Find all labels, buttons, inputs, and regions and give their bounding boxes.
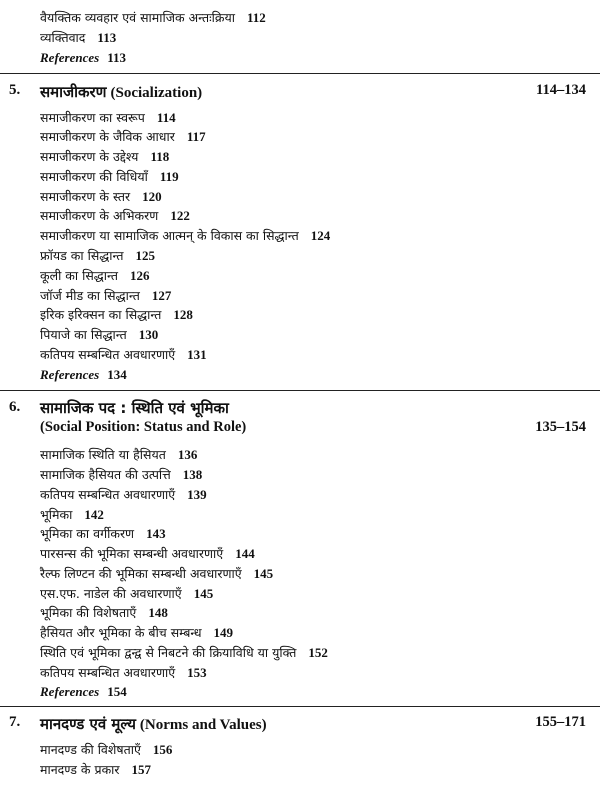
entry-page: 142 <box>84 507 104 522</box>
entry-title: समाजीकरण या सामाजिक आत्मन् के विकास का सिद्धान्त <box>40 228 299 243</box>
entry-title: भूमिका <box>40 507 73 522</box>
entry-page: 125 <box>135 248 155 263</box>
toc-entry <box>40 347 207 363</box>
toc-entry <box>40 546 255 562</box>
entry-page: 130 <box>138 327 159 342</box>
toc-entry <box>40 228 330 244</box>
references-entry <box>40 50 126 66</box>
references-page: 134 <box>107 367 127 382</box>
chapter-page-range: 114–134 <box>536 82 586 98</box>
toc-entry <box>40 149 169 165</box>
toc-entry <box>40 189 162 205</box>
toc-entry <box>40 208 190 224</box>
chapter-title <box>40 82 202 102</box>
entry-title: कतिपय सम्बन्धित अवधारणाएँ <box>40 347 176 362</box>
entry-page: 145 <box>193 586 214 601</box>
entry-page: 145 <box>253 566 274 581</box>
toc-entry <box>40 467 202 483</box>
toc-entry <box>40 742 172 758</box>
chapter-title-hindi: सामाजिक पद : स्थिति एवं भूमिका <box>40 399 229 417</box>
entry-page: 152 <box>308 645 328 660</box>
chapter-page-range: 155–171 <box>535 714 586 730</box>
entry-page: 136 <box>177 447 198 462</box>
references-page: 113 <box>107 50 126 65</box>
entry-title: समाजीकरण के अभिकरण <box>40 208 159 223</box>
toc-entry <box>40 129 206 145</box>
chapter-number: 7. <box>9 714 21 730</box>
toc-entry <box>40 288 171 304</box>
entry-page: 157 <box>131 762 152 777</box>
chapter-title-english: (Socialization) <box>110 85 203 101</box>
toc-entry <box>40 10 266 26</box>
divider <box>0 706 600 707</box>
entry-title: सामाजिक हैसियत की उत्पत्ति <box>40 467 171 482</box>
entry-title: कूली का सिद्धान्त <box>40 268 118 283</box>
entry-page: 124 <box>310 228 331 243</box>
entry-title: स्थिति एवं भूमिका द्वन्द्व से निबटने की क्रियाविधि या युक्ति <box>40 645 297 660</box>
toc-entry <box>40 169 179 185</box>
entry-title: समाजीकरण के उद्देश्य <box>40 149 139 164</box>
toc-entry <box>40 327 158 343</box>
references-page: 154 <box>107 684 127 699</box>
entry-title: समाजीकरण का स्वरूप <box>40 110 145 125</box>
entry-page: 144 <box>235 546 255 561</box>
toc-entry <box>40 625 233 641</box>
entry-title: कतिपय सम्बन्धित अवधारणाएँ <box>40 665 176 680</box>
entry-page: 149 <box>213 625 234 640</box>
entry-title: समाजीकरण के स्तर <box>40 189 131 204</box>
toc-entry <box>40 268 150 284</box>
entry-page: 127 <box>151 288 172 303</box>
toc-entry <box>40 526 166 542</box>
entry-page: 138 <box>182 467 203 482</box>
entry-title: सामाजिक स्थिति या हैसियत <box>40 447 166 462</box>
entry-title: वैयक्तिक व्यवहार एवं सामाजिक अन्तःक्रिया <box>40 10 235 25</box>
references-entry <box>40 367 127 383</box>
entry-title: मानदण्ड के प्रकार <box>40 762 120 777</box>
toc-entry <box>40 248 155 264</box>
toc-entry <box>40 586 213 602</box>
entry-title: समाजीकरण की विधियाँ <box>40 169 148 184</box>
entry-page: 148 <box>148 605 168 620</box>
entry-page: 114 <box>156 110 176 125</box>
entry-page: 143 <box>146 526 166 541</box>
entry-page: 131 <box>187 347 207 362</box>
entry-page: 117 <box>186 129 206 144</box>
entry-page: 119 <box>159 169 179 184</box>
toc-entry <box>40 566 273 582</box>
entry-title: हैसियत और भूमिका के बीच सम्बन्ध <box>40 625 202 640</box>
entry-title: रैल्फ लिण्टन की भूमिका सम्बन्धी अवधारणाएँ <box>40 566 242 581</box>
entry-title: पियाजे का सिद्धान्त <box>40 327 127 342</box>
toc-entry <box>40 110 176 126</box>
entry-title: भूमिका की विशेषताएँ <box>40 605 137 620</box>
entry-page: 156 <box>152 742 173 757</box>
divider <box>0 390 600 391</box>
toc-entry <box>40 645 328 661</box>
chapter-page-range: 135–154 <box>535 419 586 435</box>
entry-page: 120 <box>142 189 162 204</box>
entry-page: 122 <box>170 208 190 223</box>
entry-title: एस.एफ. नाडेल की अवधारणाएँ <box>40 586 182 601</box>
chapter-number: 6. <box>9 399 21 415</box>
entry-page: 126 <box>130 268 150 283</box>
entry-title: मानदण्ड की विशेषताएँ <box>40 742 141 757</box>
entry-title: भूमिका का वर्गीकरण <box>40 526 135 541</box>
entry-page: 118 <box>150 149 170 164</box>
entry-page: 139 <box>187 487 207 502</box>
entry-page: 113 <box>97 30 117 45</box>
toc-entry <box>40 307 193 323</box>
entry-title: व्यक्तिवाद <box>40 30 86 45</box>
references-label: References <box>40 684 100 699</box>
toc-entry <box>40 507 104 523</box>
entry-title: फ्रॉयड का सिद्धान्त <box>40 248 124 263</box>
divider <box>0 73 600 74</box>
entry-title: जॉर्ज मीड का सिद्धान्त <box>40 288 140 303</box>
toc-entry <box>40 447 197 463</box>
chapter-subtitle: (Social Position: Status and Role) <box>40 419 247 435</box>
chapter-number: 5. <box>9 82 21 98</box>
chapter-title-english: (Norms and Values) <box>139 717 267 733</box>
toc-entry <box>40 665 207 681</box>
chapter-title-hindi: मानदण्ड एवं मूल्य <box>40 715 136 733</box>
references-label: References <box>40 367 100 382</box>
references-label: References <box>40 50 100 65</box>
chapter-title-hindi: समाजीकरण <box>40 83 107 101</box>
entry-title: इरिक इरिक्सन का सिद्धान्त <box>40 307 162 322</box>
chapter-title <box>40 398 229 418</box>
entry-page: 112 <box>246 10 266 25</box>
entry-title: कतिपय सम्बन्धित अवधारणाएँ <box>40 487 176 502</box>
toc-entry <box>40 487 207 503</box>
chapter-title <box>40 714 267 734</box>
references-entry <box>40 684 127 700</box>
entry-title: पारसन्स की भूमिका सम्बन्धी अवधारणाएँ <box>40 546 224 561</box>
toc-entry <box>40 762 151 778</box>
entry-title: समाजीकरण के जैविक आधार <box>40 129 175 144</box>
toc-entry <box>40 30 116 46</box>
entry-page: 153 <box>187 665 207 680</box>
entry-page: 128 <box>173 307 193 322</box>
toc-entry <box>40 605 168 621</box>
